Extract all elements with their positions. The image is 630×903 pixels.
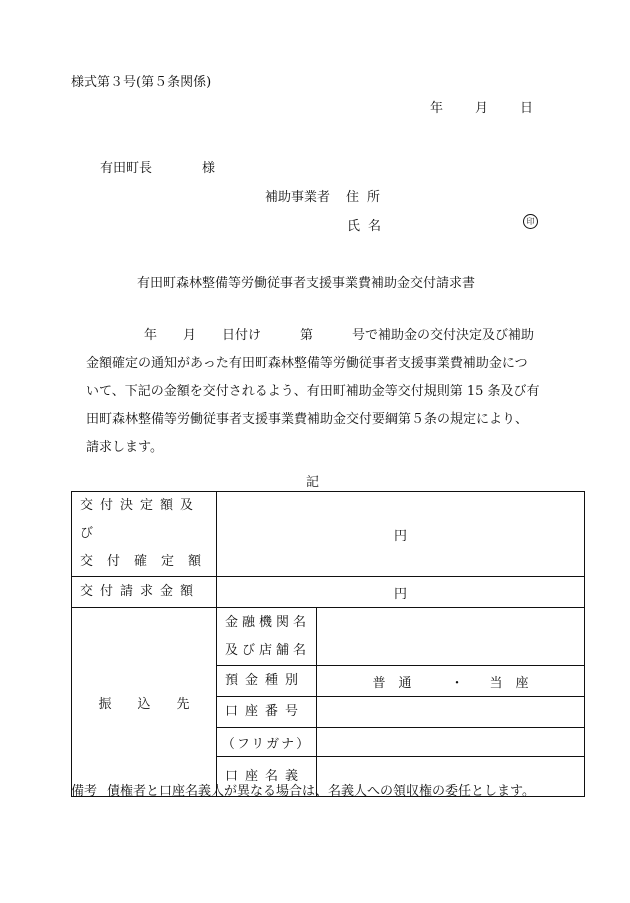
body-line: 田町森林整備等労働従事者支援事業費補助金交付要綱第５条の規定により、 bbox=[86, 412, 529, 427]
remarks-text: 債権者と口座名義人が異なる場合は、名義人への領収権の委任とします。 bbox=[107, 784, 535, 799]
detail-table bbox=[71, 491, 585, 797]
body-text bbox=[86, 322, 566, 462]
table-row bbox=[72, 492, 585, 577]
account-number-cell[interactable] bbox=[317, 697, 585, 728]
deposit-type-cell[interactable] bbox=[317, 666, 585, 697]
document-title: 有田町森林整備等労働従事者支援事業費補助金交付請求書 bbox=[137, 276, 476, 291]
table-cell-label bbox=[217, 608, 317, 666]
furigana-label: （フリガナ） bbox=[217, 728, 317, 757]
table-row bbox=[72, 608, 585, 666]
decision-amount-cell[interactable] bbox=[217, 492, 585, 577]
request-amount-label: 交付請求金額 bbox=[72, 577, 217, 608]
applicant-address bbox=[265, 186, 388, 205]
account-name-label: 口座名義 bbox=[217, 757, 317, 797]
date-year: 年 bbox=[430, 101, 444, 116]
deposit-type-options: 普 通 ・ 当 座 bbox=[372, 675, 529, 691]
body-line: いて、下記の金額を交付されるよう、有田町補助金等交付規則第 15 条及び有 bbox=[86, 384, 540, 399]
decision-label-b: 交付確定額 bbox=[80, 554, 216, 569]
addressee bbox=[100, 157, 215, 176]
transfer-label: 振 込 先 bbox=[72, 608, 217, 797]
date-day: 日 bbox=[520, 101, 534, 116]
decision-label-a: 交付決定額及び bbox=[80, 498, 201, 541]
request-amount-cell[interactable] bbox=[217, 577, 585, 608]
deposit-type-label: 預金種別 bbox=[217, 666, 317, 697]
addressee-honorific: 様 bbox=[202, 161, 216, 176]
body-line: 金額確定の通知があった有田町森林整備等労働従事者支援事業費補助金につ bbox=[86, 356, 528, 371]
yen-unit: 円 bbox=[393, 586, 407, 602]
yen-unit: 円 bbox=[393, 528, 407, 544]
form-number: 様式第３号(第５条関係) bbox=[71, 75, 212, 90]
body-line: 請求します。 bbox=[86, 440, 163, 455]
date-line bbox=[430, 97, 533, 116]
addressee-name: 有田町長 bbox=[100, 161, 153, 176]
bank-label-a: 金融機関名 bbox=[225, 614, 311, 630]
body-line: 年 月 日付け 第 号で補助金の交付決定及び補助 bbox=[144, 328, 535, 343]
ki-heading: 記 bbox=[306, 475, 320, 490]
table-row bbox=[72, 577, 585, 608]
seal-mark: 印 bbox=[523, 214, 538, 229]
remarks-label: 備考 bbox=[71, 784, 98, 799]
bank-name-cell[interactable] bbox=[317, 608, 585, 666]
date-month: 月 bbox=[475, 101, 489, 116]
applicant-name-label: 氏名 bbox=[347, 219, 390, 234]
remarks bbox=[71, 780, 535, 799]
address-label: 住所 bbox=[346, 190, 389, 205]
bank-label-b: 及び店舗名 bbox=[225, 642, 311, 658]
applicant-role: 補助事業者 bbox=[265, 190, 331, 205]
furigana-cell[interactable] bbox=[317, 728, 585, 757]
table-cell-label bbox=[72, 492, 217, 577]
account-number-label: 口座番号 bbox=[217, 697, 317, 728]
